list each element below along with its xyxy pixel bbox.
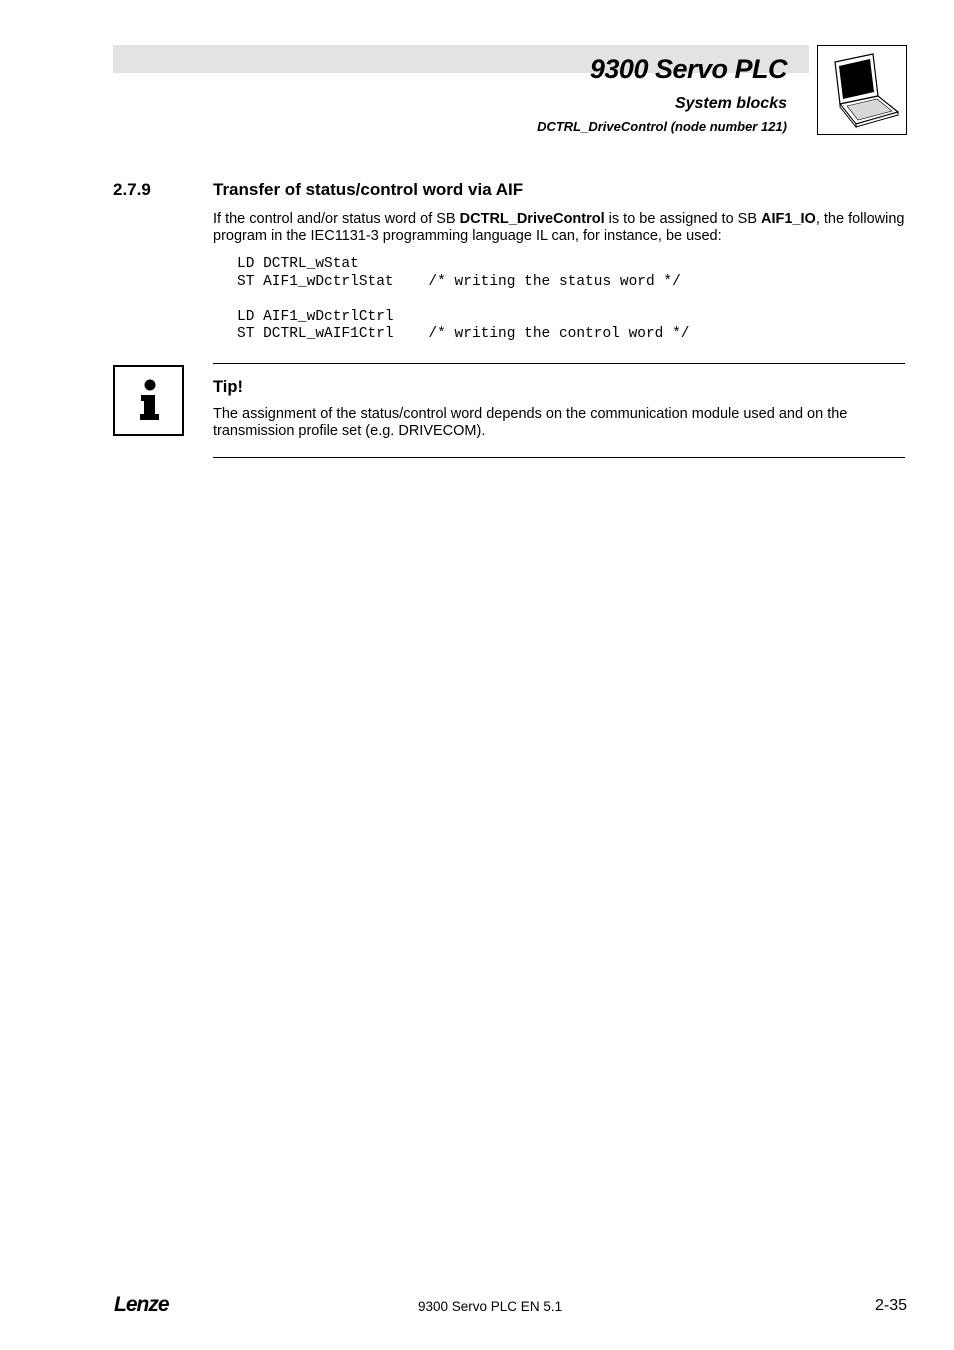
section-name: System blocks [674, 95, 787, 112]
intro-text: is to be assigned to SB [604, 211, 762, 227]
code-listing [237, 256, 689, 344]
intro-bold-aif: AIF1_IO [761, 211, 816, 227]
tip-label: Tip! [213, 378, 243, 396]
code-line: ST AIF1_wDctrlStat /* writing the status word */ [237, 273, 681, 290]
code-line: LD DCTRL_wStat [237, 256, 359, 272]
page-number: 2-35 [874, 1297, 907, 1314]
document-title: 9300 Servo PLC [589, 54, 787, 84]
section-title: Transfer of status/control word via AIF [213, 180, 524, 199]
intro-paragraph [213, 211, 913, 245]
info-icon [113, 365, 184, 436]
code-line: ST DCTRL_wAIF1Ctrl /* writing the control word */ [237, 326, 690, 342]
code-line: LD AIF1_wDctrlCtrl [237, 308, 394, 325]
footer-document-id: 9300 Servo PLC EN 5.1 [418, 1299, 563, 1314]
intro-bold-dctrl: DCTRL_DriveControl [459, 211, 605, 227]
tip-top-rule [213, 363, 905, 364]
intro-text: If the control and/or status word of SB [213, 211, 460, 227]
tip-text: The assignment of the status/control word depends on the communication module used and on the transmission profile set (e.g. DRIVECOM). [213, 406, 848, 439]
tip-bottom-rule [213, 457, 905, 458]
section-number: 2.7.9 [113, 180, 151, 199]
laptop-icon [817, 45, 907, 135]
intro-text: , the following program in the IEC1131-3 programming language IL can, for instance, be used: [213, 211, 905, 244]
block-name: DCTRL_DriveControl (node number 121) [537, 119, 787, 134]
lenze-logo: Lenze [114, 1293, 169, 1316]
